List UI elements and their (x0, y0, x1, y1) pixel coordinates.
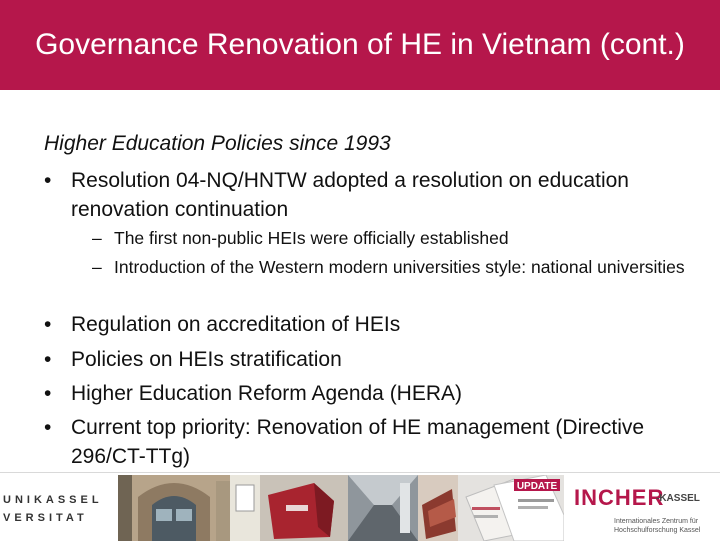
bullet-icon: • (44, 416, 52, 439)
bullet-icon: • (44, 313, 52, 336)
sub-bullet-text: Introduction of the Western modern universities style: national universities (114, 257, 685, 277)
incher-subtitle: Internationales Zentrum für Hochschulforschung Kassel (614, 518, 701, 534)
campus-photo-strip (118, 475, 564, 541)
incher-suffix: -KASSEL (656, 493, 700, 504)
sub-bullet-item (92, 255, 692, 279)
sub-bullet-text: The first non-public HEIs were officially established (114, 228, 509, 248)
bullet-icon: • (44, 169, 52, 192)
university-logo-line1: UNIKASSEL (3, 494, 103, 506)
bullet-item (44, 345, 684, 374)
bullet-item (44, 166, 684, 224)
slide-title: Governance Renovation of HE in Vietnam (cont.) (35, 28, 685, 61)
university-logo-line2: VERSITAT (3, 512, 88, 524)
bullet-text: Resolution 04-NQ/HNTW adopted a resolution on education renovation continuation (71, 169, 629, 221)
window-photo (230, 475, 260, 541)
bullet-item (44, 379, 684, 408)
bullet-text: Higher Education Reform Agenda (HERA) (71, 382, 463, 405)
section-heading: Higher Education Policies since 1993 (44, 132, 391, 155)
incher-name: INCHER (574, 485, 665, 510)
dash-icon: – (92, 257, 102, 277)
building-photo (118, 475, 230, 541)
incher-logo (570, 479, 720, 539)
footer (0, 472, 720, 541)
bullet-text: Regulation on accreditation of HEIs (71, 313, 401, 336)
bullet-text: Current top priority: Renovation of HE management (Directive 296/CT-TTg) (71, 416, 645, 468)
bullet-icon: • (44, 382, 52, 405)
bullet-icon: • (44, 348, 52, 371)
bullet-item (44, 310, 684, 339)
title-bar (0, 0, 720, 90)
slide-body (0, 90, 720, 472)
bullet-text: Policies on HEIs stratification (71, 348, 342, 371)
red-sculpture-photo (260, 475, 348, 541)
university-logo (3, 491, 115, 527)
sub-bullet-item (92, 226, 692, 250)
corridor-photo (348, 475, 418, 541)
dash-icon: – (92, 228, 102, 248)
books-photo (418, 475, 458, 541)
photo-sign-text: UPDATE (516, 481, 558, 492)
bullet-item (44, 413, 684, 471)
